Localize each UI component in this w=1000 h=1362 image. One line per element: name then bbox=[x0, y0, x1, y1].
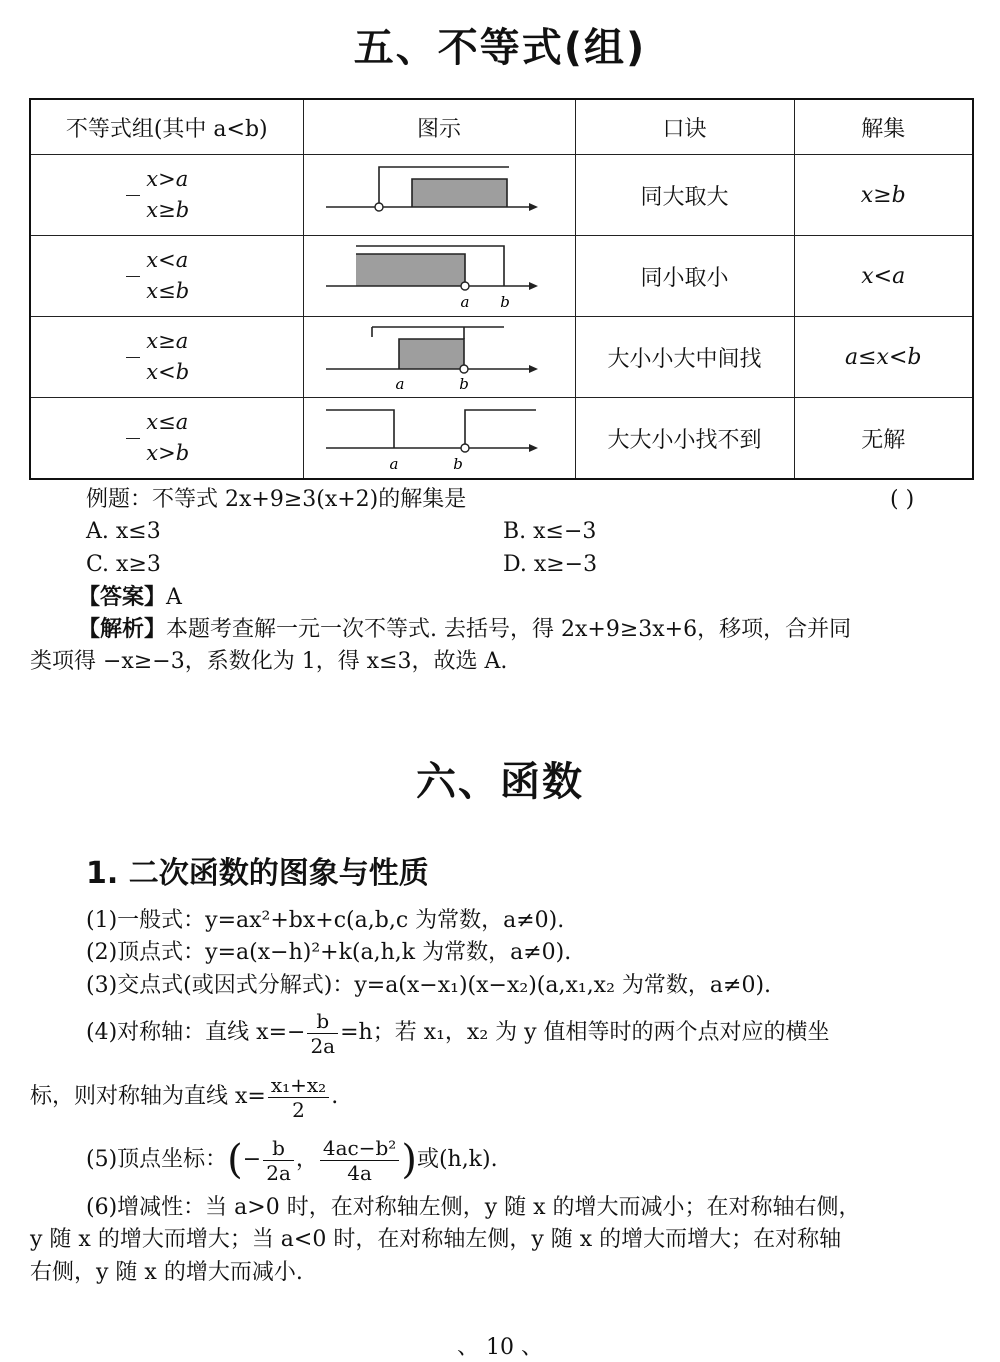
inequality-system bbox=[144, 245, 189, 307]
system-line1: x≥a bbox=[146, 329, 189, 353]
brace-mark bbox=[126, 195, 140, 196]
system-cell bbox=[30, 155, 303, 236]
axis-text-pre: (4)对称轴：直线 x=− bbox=[86, 1020, 306, 1045]
system-line2: x<b bbox=[146, 360, 190, 384]
item-monotonicity-line2: y 随 x 的增大而增大；当 a<0 时，在对称轴左侧，y 随 x 的增大而增大；在对称轴 bbox=[30, 1227, 842, 1252]
analysis-tag: 【解析】 bbox=[78, 617, 167, 642]
table-row bbox=[30, 155, 973, 236]
fraction-numerator: x₁+x₂ bbox=[268, 1073, 329, 1098]
tick-label-a: a bbox=[460, 293, 470, 311]
item-axis-line1 bbox=[86, 1008, 830, 1058]
diagram-cell bbox=[303, 155, 575, 236]
table-row bbox=[30, 236, 973, 317]
fraction-denominator: 2a bbox=[310, 1033, 336, 1058]
item-monotonicity-line3: 右侧，y 随 x 的增大而减小. bbox=[30, 1260, 303, 1285]
system-line1: x≤a bbox=[146, 410, 189, 434]
system-line1: x<a bbox=[146, 248, 189, 272]
minus-sign: − bbox=[242, 1147, 262, 1172]
left-paren: ( bbox=[227, 1137, 243, 1183]
system-cell bbox=[30, 398, 303, 480]
header-system: 不等式组(其中 a<b) bbox=[30, 99, 303, 155]
table-header-row bbox=[30, 99, 973, 155]
rule-cell: 大大小小找不到 bbox=[575, 398, 794, 480]
fraction-numerator: b bbox=[307, 1009, 338, 1034]
solution-cell: x<a bbox=[794, 236, 973, 317]
item-axis-line2 bbox=[30, 1072, 338, 1122]
analysis-text1: 本题考查解一元一次不等式. 去括号，得 2x+9≥3x+6，移项，合并同 bbox=[166, 617, 852, 642]
brace-mark bbox=[126, 276, 140, 277]
axis2-text-post: . bbox=[331, 1084, 339, 1109]
inequality-system bbox=[144, 164, 189, 226]
brace-mark bbox=[126, 438, 140, 439]
rule-cell: 同小取小 bbox=[575, 236, 794, 317]
system-cell bbox=[30, 236, 303, 317]
arrow-head bbox=[529, 203, 538, 211]
fraction-numerator: 4ac−b² bbox=[320, 1136, 399, 1161]
arrow-head bbox=[529, 444, 538, 452]
tick-label-a: a bbox=[395, 375, 405, 393]
option-d: D. x≥−3 bbox=[503, 552, 598, 577]
vertex-text-pre: (5)顶点坐标： bbox=[86, 1147, 228, 1172]
arrow-head bbox=[529, 282, 538, 290]
number-line-diagram-3 bbox=[324, 321, 554, 393]
brace-mark bbox=[126, 357, 140, 358]
solution-shade bbox=[412, 179, 507, 207]
tick-label-a: a bbox=[389, 455, 399, 473]
item-general-form: (1)一般式：y=ax²+bx+c(a,b,c 为常数，a≠0). bbox=[86, 908, 565, 933]
rule-cell: 大小小大中间找 bbox=[575, 317, 794, 398]
inequality-table bbox=[29, 98, 974, 480]
item-intercept-form: (3)交点式(或因式分解式)：y=a(x−x₁)(x−x₂)(a,x₁,x₂ 为常数，a≠0). bbox=[86, 973, 772, 998]
fraction-b-2a bbox=[307, 1009, 338, 1058]
section6-subtitle: 1. 二次函数的图象与性质 bbox=[86, 856, 429, 891]
open-point bbox=[461, 444, 469, 452]
fraction-vertex-y bbox=[320, 1136, 399, 1185]
open-point bbox=[460, 365, 468, 373]
system-line2: x≥b bbox=[146, 198, 190, 222]
section6-title: 六、函数 bbox=[416, 759, 584, 805]
fraction-b-2a bbox=[263, 1136, 294, 1185]
comma: ， bbox=[295, 1147, 318, 1172]
arrow-head bbox=[529, 365, 538, 373]
fraction-midpoint bbox=[268, 1073, 329, 1122]
system-line2: x>b bbox=[146, 441, 190, 465]
number-line-diagram-4 bbox=[324, 402, 554, 474]
fraction-denominator: 4a bbox=[347, 1160, 372, 1185]
right-paren: ) bbox=[401, 1137, 417, 1183]
option-b: B. x≤−3 bbox=[503, 519, 597, 544]
open-point bbox=[461, 282, 469, 290]
example-question: 例题：不等式 2x+9≥3(x+2)的解集是 bbox=[86, 487, 467, 512]
page-number: 、 10 、 bbox=[457, 1335, 543, 1360]
item-vertex-form: (2)顶点式：y=a(x−h)²+k(a,h,k 为常数，a≠0). bbox=[86, 940, 572, 965]
item-monotonicity-line1: (6)增减性：当 a>0 时，在对称轴左侧，y 随 x 的增大而减小；在对称轴右侧， bbox=[86, 1195, 861, 1220]
solution-cell: 无解 bbox=[794, 398, 973, 480]
diagram-cell bbox=[303, 398, 575, 480]
table-row bbox=[30, 317, 973, 398]
system-cell bbox=[30, 317, 303, 398]
fraction-denominator: 2a bbox=[266, 1160, 291, 1185]
item-vertex-coordinates bbox=[86, 1134, 498, 1186]
bracket-b bbox=[465, 410, 536, 448]
bracket-a bbox=[326, 410, 394, 448]
option-c: C. x≥3 bbox=[86, 552, 161, 577]
open-point bbox=[375, 203, 383, 211]
vertex-text-post: 或(h,k). bbox=[416, 1147, 498, 1172]
number-line-diagram-2 bbox=[324, 240, 554, 312]
axis-text-post: =h；若 x₁，x₂ 为 y 值相等时的两个点对应的横坐 bbox=[340, 1020, 830, 1045]
solution-shade bbox=[356, 254, 465, 286]
analysis-line1 bbox=[78, 614, 851, 646]
fraction-denominator: 2 bbox=[292, 1097, 305, 1122]
tick-label-b: b bbox=[453, 455, 463, 473]
analysis-line2: 类项得 −x≥−3，系数化为 1，得 x≤3，故选 A. bbox=[30, 649, 508, 674]
system-line2: x≤b bbox=[146, 279, 190, 303]
answer-line bbox=[78, 582, 182, 614]
number-line-diagram-1 bbox=[324, 165, 554, 225]
tick-label-b: b bbox=[500, 293, 510, 311]
inequality-system bbox=[144, 407, 189, 469]
axis2-text-pre: 标，则对称轴为直线 x= bbox=[30, 1084, 266, 1109]
header-rule: 口诀 bbox=[575, 99, 794, 155]
answer-blank: ( ) bbox=[890, 487, 915, 512]
section5-title: 五、不等式(组) bbox=[353, 25, 647, 71]
solution-cell: x≥b bbox=[794, 155, 973, 236]
rule-cell: 同大取大 bbox=[575, 155, 794, 236]
answer-tag: 【答案】 bbox=[78, 585, 167, 610]
inequality-system bbox=[144, 326, 189, 388]
header-solution: 解集 bbox=[794, 99, 973, 155]
diagram-cell bbox=[303, 236, 575, 317]
fraction-numerator: b bbox=[263, 1136, 294, 1161]
header-diagram: 图示 bbox=[303, 99, 575, 155]
system-line1: x>a bbox=[146, 167, 189, 191]
table-row bbox=[30, 398, 973, 480]
option-a: A. x≤3 bbox=[86, 519, 161, 544]
diagram-cell bbox=[303, 317, 575, 398]
tick-label-b: b bbox=[459, 375, 469, 393]
solution-cell: a≤x<b bbox=[794, 317, 973, 398]
answer-value: A bbox=[166, 585, 182, 610]
solution-shade bbox=[399, 339, 464, 369]
